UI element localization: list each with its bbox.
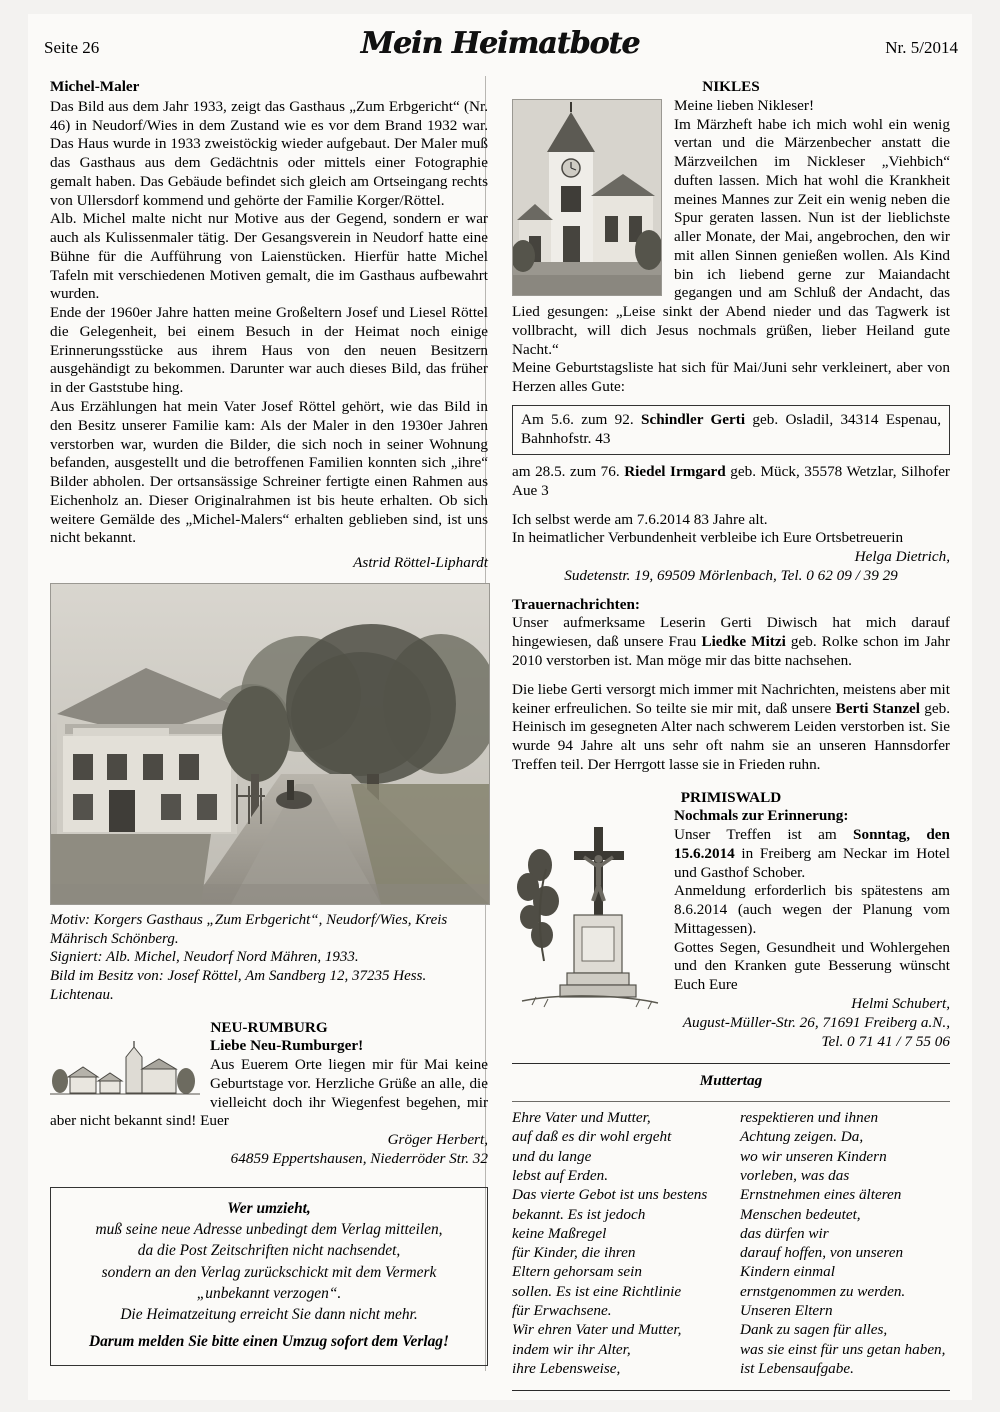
poem-right-line-11: Unseren Eltern — [740, 1302, 833, 1320]
village-vignette-illustration — [50, 1041, 200, 1109]
address-change-notice-box — [50, 1187, 488, 1366]
painting-gasthaus-zum-erbgericht — [50, 583, 490, 905]
poem-left-line-1: Ehre Vater und Mutter, — [512, 1109, 651, 1127]
poem-left-line-14: ihre Lebensweise, — [512, 1359, 621, 1377]
birthday-entry-2 — [512, 463, 950, 501]
birthday-box-suffix: geb. Osladil, 34314 Espenau, Bahnhofstr. 43 — [521, 411, 941, 447]
notice-line-6: Die Heimatzeitung erreicht Sie dann nicht mehr. — [120, 1306, 418, 1324]
church-artwork — [513, 100, 661, 295]
trauer-p2-suffix: geb. Heinisch im gesegneten Alter nach schwerem Leiden verstorben ist. Sie wurde 94 Jahre alt uns sehr oft nahm sie an unseren Hannsdorfer Treffen teil. Der Herrgott lasse sie in Frieden ruhn. — [512, 699, 951, 773]
michel-signature: Astrid Röttel-Liphardt — [353, 554, 488, 572]
section-heading-neu-rumburg: NEU-RUMBURG — [210, 1018, 328, 1036]
muttertag-poem-left-column — [512, 1108, 722, 1378]
poem-left-line-7: keine Maßregel — [512, 1224, 607, 1242]
poem-right-line-9: Kindern einmal — [740, 1263, 835, 1281]
trauer-p2-prefix: Die liebe Gerti versorgt mich immer mit Nachrichten, meistens aber mit keiner erfreulichen. So teilte sie mir mit, daß unsere — [512, 680, 950, 717]
primiswald-sign-tel: Tel. 0 71 41 / 7 55 06 — [821, 1032, 950, 1050]
page-number-left: Seite 26 — [44, 38, 100, 57]
painting-caption-line-4: Bild im Besitz von: Josef Röttel, Am Sandberg 12, 37235 Hess. — [50, 968, 427, 985]
michel-paragraph-1: Das Bild aus dem Jahr 1933, zeigt das Gasthaus „Zum Erbgericht“ (Nr. 46) in Neudorf/Wies in dem Zustand wie es vor dem Brand 1932 war. Das Haus wurde in 1933 zweistöckig wieder aufgebaut. Der Maler muß das Gasthaus aus dem Gedächtnis oder mittels einer Fotographie gemalt haben. Das Gebäude befindet sich gleich am Ortseingang rechts von Ullersdorf kommend und gehörte der Familie Korger/Röttel. — [50, 97, 488, 209]
poem-right-line-10: ernstgenommen zu werden. — [740, 1282, 906, 1300]
neu-rumburg-greeting: Liebe Neu-Rumburger! — [210, 1037, 364, 1055]
birthday-box-prefix: Am 5.6. zum 92. — [521, 411, 641, 429]
trauer-paragraph-2 — [512, 681, 950, 775]
poem-left-line-5: Das vierte Gebot ist uns bestens — [512, 1186, 708, 1204]
notice-line-7: Darum melden Sie bitte einen Umzug sofort dem Verlag! — [89, 1333, 449, 1351]
muttertag-poem-right-column — [740, 1108, 950, 1378]
poem-right-line-8: darauf hoffen, von unseren — [740, 1244, 904, 1262]
primiswald-sign-name: Helmi Schubert, — [851, 995, 950, 1013]
neu-rumburg-sign-name: Gröger Herbert, — [387, 1131, 488, 1149]
muttertag-bottom-rule — [512, 1390, 950, 1391]
poem-left-line-8: für Kinder, die ihren — [512, 1244, 636, 1262]
poem-right-line-13: was sie einst für uns getan haben, — [740, 1340, 946, 1358]
heading-trauernachrichten: Trauernachrichten: — [512, 595, 640, 613]
notice-line-3: da die Post Zeitschriften nicht nachsendet, — [137, 1242, 401, 1260]
painting-caption-line-3: Signiert: Alb. Michel, Neudorf Nord Mähren, 1933. — [50, 949, 359, 966]
painting-artwork — [51, 584, 489, 904]
wayside-cross-illustration — [512, 809, 662, 1037]
left-column — [50, 78, 488, 1366]
primiswald-body-2: Anmeldung erforderlich bis spätestens am 8.6.2014 (auch wegen der Planung vom Mittagessen). — [674, 882, 950, 937]
poem-left-line-4: lebst auf Erden. — [512, 1166, 609, 1184]
muttertag-top-rule — [512, 1063, 950, 1064]
poem-right-line-12: Dank zu sagen für alles, — [740, 1321, 888, 1339]
nikles-paragraph-1: Im Märzheft habe ich mich wohl ein wenig vertan und die Märzenbecher anstatt die Märzveilchen im Nickleser „Viehbich“ duften lassen. Mich hat wohl die Krankheit meines Mannes zur Zeit ein wenig neben die Spur geraten lassen. Nun ist der lieblichste aller Monate, der Mai, angebrochen, den wir mit allen Sinnen genießen wollen. Als Kind bin ich liebend gerne zur Maiandacht gegangen und am Schluß der Andacht, das Lied gesungen: „Leise sinkt der Abend nieder und das Tagwerk ist vollbracht, will dich Jesus nochmals grüßen, lieber Heiland gute Nacht.“ — [512, 115, 950, 358]
poem-right-line-1: respektieren und ihnen — [740, 1109, 879, 1127]
village-artwork — [50, 1041, 200, 1109]
poem-right-line-7: das dürfen wir — [740, 1224, 829, 1242]
issue-number: Nr. 5/2014 — [885, 38, 958, 57]
birthday-highlight-box — [512, 405, 950, 455]
section-heading-muttertag: Muttertag — [699, 1072, 763, 1090]
neu-rumburg-body: Aus Euerem Orte liegen mir für Mai keine Geburtstage vor. Herzliche Grüße an alle, die vielleicht doch ihr Wiegenfest begehen, mir aber nicht bekannt sind! Euer — [50, 1056, 488, 1130]
masthead — [28, 26, 972, 66]
right-column — [512, 78, 950, 1399]
michel-paragraph-2: Alb. Michel malte nicht nur Motive aus der Gegend, sondern er war auch als Kulissenmaler tätig. Der Gesangsverein in Neudorf hatte eine Bühne für die Aufführung von Laienstücken. Hierfür hatte Michel Tafeln mit verschiedenen Motiven gemalt, die im Gasthaus aufbewahrt wurden. — [50, 210, 488, 303]
section-heading-primiswald: PRIMISWALD — [680, 788, 782, 806]
primiswald-body-3: Gottes Segen, Gesundheit und Wohlergehen und den Kranken gute Besserung wünscht Euch Eure — [674, 938, 950, 994]
birthday-entry-2-prefix: am 28.5. zum 76. — [512, 463, 625, 481]
primiswald-body-prefix: Unser Treffen ist am — [674, 826, 854, 844]
section-heading-nikles: NIKLES — [702, 78, 760, 95]
muttertag-poem — [512, 1108, 950, 1378]
primiswald-subheading: Nochmals zur Erinnerung: — [674, 807, 849, 825]
michel-paragraph-3: Ende der 1960er Jahre hatten meine Großeltern Josef und Liesel Röttel die Gelegenheit, bei einem Besuch in der Heimat noch einige Erinnerungsstücke aus ihrem Haus von den neuen Besitzern ausgehändigt zu bekommen. Darunter war auch dieses Bild, das früher in der Gaststube hing. — [50, 304, 488, 397]
primiswald-body-suffix: in Freiberg am Neckar im Hotel und Gasthof Schober. — [674, 844, 950, 881]
article-title-michel-maler: Michel-Maler — [50, 78, 140, 95]
poem-left-line-2: auf daß es dir wohl ergeht — [512, 1128, 672, 1146]
poem-right-line-3: wo wir unseren Kindern — [740, 1147, 887, 1165]
nikles-sign-name: Helga Dietrich, — [854, 548, 950, 566]
painting-caption-line-5: Lichtenau. — [50, 986, 114, 1003]
poem-left-line-6: bekannt. Es ist jedoch — [512, 1205, 646, 1223]
poem-right-line-2: Achtung zeigen. Da, — [740, 1128, 864, 1146]
primiswald-meeting-date: Sonntag, den 15.6.2014 — [674, 826, 950, 862]
poem-left-line-9: Eltern gehorsam sein — [512, 1263, 642, 1281]
poem-right-line-6: Menschen bedeutet, — [740, 1205, 861, 1223]
trauer-p1-name: Liedke Mitzi — [701, 633, 786, 651]
neu-rumburg-sign-address: 64859 Eppertshausen, Niederröder Str. 32 — [230, 1150, 488, 1168]
poem-left-line-11: für Erwachsene. — [512, 1302, 612, 1320]
publication-title: Mein Heimatbote — [360, 26, 640, 61]
notice-line-2: muß seine neue Adresse unbedingt dem Verlag mitteilen, — [95, 1221, 443, 1239]
painting-caption — [50, 911, 488, 1005]
nikles-paragraph-2: Meine Geburtstagsliste hat sich für Mai/Juni sehr verkleinert, aber von Herzen alles Gute: — [512, 359, 950, 396]
poem-left-line-13: indem wir ihr Alter, — [512, 1340, 631, 1358]
nikles-greeting: Meine lieben Nikleser! — [674, 96, 815, 114]
poem-left-line-12: Wir ehren Vater und Mutter, — [512, 1321, 682, 1339]
birthday-box-name: Schindler Gerti — [641, 411, 746, 429]
nikles-paragraph-3: Ich selbst werde am 7.6.2014 83 Jahre alt. — [512, 510, 768, 528]
notice-line-5: „unbekannt verzogen“. — [196, 1284, 342, 1302]
muttertag-second-rule — [512, 1101, 950, 1102]
notice-line-4: sondern an den Verlag zurückschickt mit dem Vermerk — [101, 1263, 437, 1281]
poem-right-line-4: vorleben, was das — [740, 1166, 850, 1184]
trauer-p1-suffix: geb. Rolke schon im Jahr 2010 verstorben ist. Man möge mir das bitte nachsehen. — [512, 633, 950, 669]
poem-left-line-3: und du lange — [512, 1147, 592, 1165]
poem-right-line-14: ist Lebensaufgabe. — [740, 1359, 854, 1377]
painting-caption-line-1: Motiv: Korgers Gasthaus „Zum Erbgericht“, Neudorf/Wies, Kreis — [50, 911, 448, 928]
poem-left-line-10: sollen. Es ist eine Richtlinie — [512, 1282, 682, 1300]
nikles-paragraph-4: In heimatlicher Verbundenheit verbleibe ich Eure Ortsbetreuerin — [512, 529, 904, 547]
birthday-entry-2-suffix: geb. Mück, 35578 Wetzlar, Silhofer Aue 3 — [512, 463, 950, 499]
poem-right-line-5: Ernstnehmen eines älteren — [740, 1186, 902, 1204]
nikles-sign-address: Sudetenstr. 19, 69509 Mörlenbach, Tel. 0 62 09 / 39 29 — [564, 566, 898, 584]
primiswald-sign-address: August-Müller-Str. 26, 71691 Freiberg a.N., — [682, 1013, 950, 1031]
church-photo-nikles — [512, 99, 662, 296]
cross-artwork — [512, 809, 662, 1037]
trauer-paragraph-1 — [512, 614, 950, 670]
michel-paragraph-4: Aus Erzählungen hat mein Vater Josef Röttel gehört, wie das Bild in den Besitz unserer Familie kam: Als der Maler in den 1930er Jahren verstorben war, wurden die Bilder, die sich noch in seiner Wohnung befanden, ausgestellt und die betroffenen Familien konnten sich „ihre“ Bilder abholen. Der ortsansässige Schreiner fertigte einen Rahmen aus Eichenholz an. Dieser Originalrahmen ist bis heute erhalten. Ob sich weitere Gemälde des „Michel-Malers“ erhalten geblieben sind, ist uns nicht bekannt. — [50, 398, 488, 547]
birthday-entry-2-name: Riedel Irmgard — [624, 463, 726, 481]
painting-caption-line-2: Mährisch Schönberg. — [50, 930, 179, 947]
trauer-p1-prefix: Unser aufmerksame Leserin Gerti Diwisch hat mich darauf hingewiesen, daß unsere Frau — [512, 614, 950, 651]
notice-line-1: Wer umzieht, — [227, 1199, 311, 1217]
trauer-p2-name: Berti Stanzel — [835, 699, 920, 717]
